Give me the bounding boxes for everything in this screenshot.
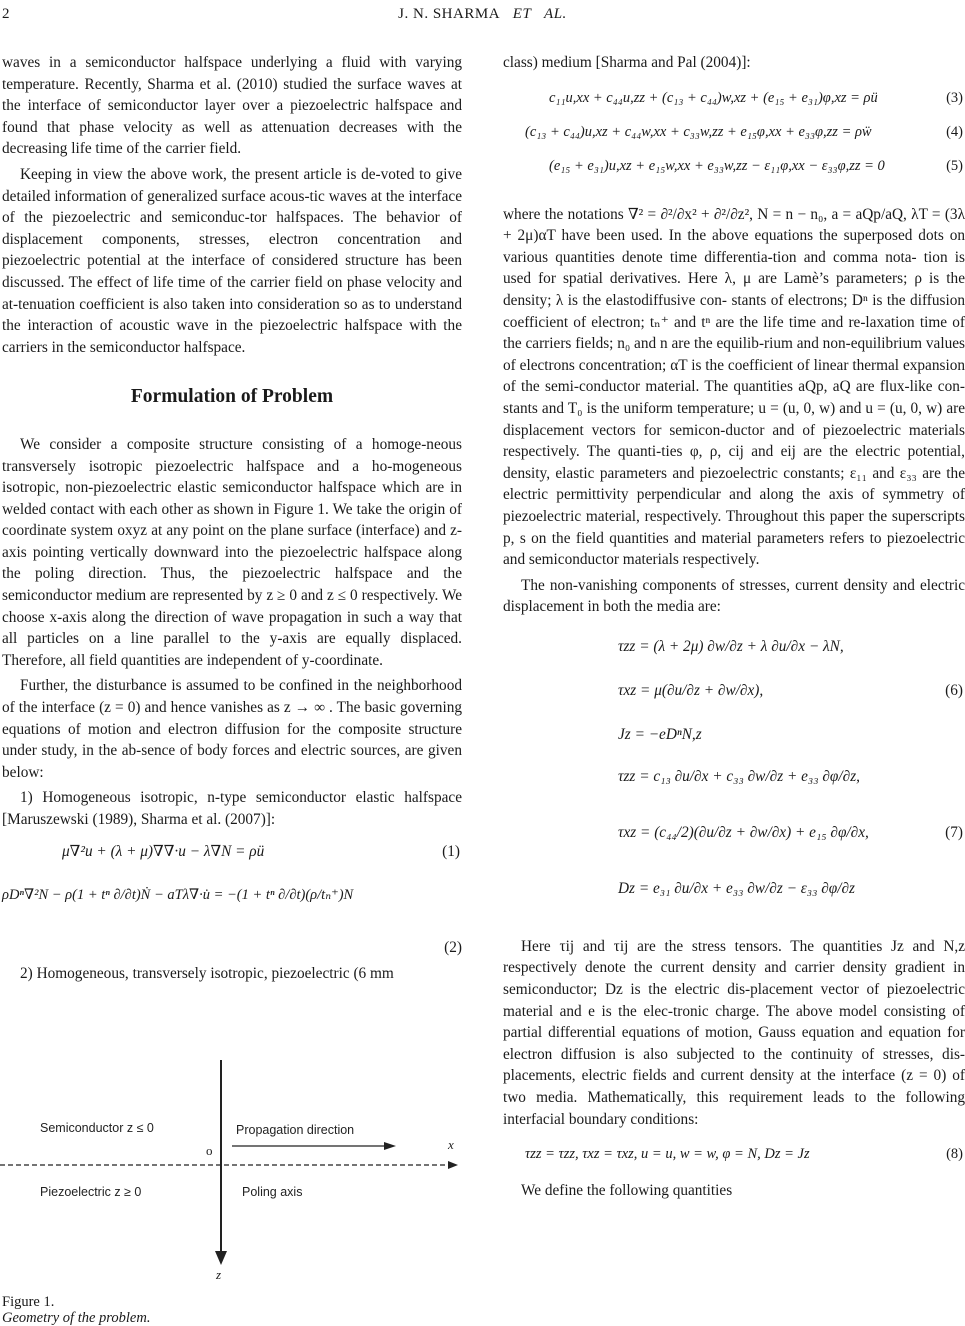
label-z-axis: z bbox=[216, 1267, 222, 1282]
equation-7b: τxz = (c₄₄/2)(∂u/∂z + ∂w/∂x) + e₁₅ ∂φ/∂x, bbox=[618, 823, 869, 841]
label-piezoelectric: Piezoelectric z ≥ 0 bbox=[40, 1185, 142, 1199]
running-head-authors bbox=[0, 6, 965, 23]
figure-geometry bbox=[0, 1055, 462, 1290]
equation-4-number: (4) bbox=[946, 123, 963, 140]
authors-et: ET bbox=[512, 6, 532, 22]
left-paragraph-6: 2) Homogeneous, transversely isotropic, piezoelectric (6 mm bbox=[20, 964, 394, 982]
left-paragraph-3: We consider a composite structure consisting of a homoge-neous transversely isotropic piezoelectric halfspace and a ho-mogeneous isotropic, non-piezoelectric elastic semiconductor halfspace which are in welded contact with each other as shown in Figure 1. We take the origin of coordinate system oxyz at any point on the plane surface (interface) and z-axis pointing vertically downward into the piezoelectric halfspace along the poling direction. Thus, the piezoelectric halfspace and the semiconductor medium are represented by z ≥ 0 and z ≤ 0 respectively. We choose x-axis along the direction of wave propagation in such a way that all particles on a line parallel to the y-axis are equally displaced. Therefore, all field quantities are independent of y-coordinate. bbox=[2, 435, 462, 669]
equation-3 bbox=[549, 88, 965, 122]
equation-8-number: (8) bbox=[946, 1146, 963, 1163]
equation-5 bbox=[549, 156, 965, 204]
x-axis-arrowhead bbox=[448, 1161, 458, 1169]
left-paragraph-2: Keeping in view the above work, the present article is de-voted to give detailed information of generalized surface acous-tic waves at the interface of the piezoelectric and semiconduc-tor halfspaces. The behavior of displacement components, stresses, electron concentration and piezoelectric potential at the interface of considered structure has been discussed. The effect of life time of the carrier field on phase velocity and at-tenuation coefficient is also taken into consideration so as to understand the interaction of acoustic wave in the piezoelectric halfspace with the carriers in the semiconductor halfspace. bbox=[2, 165, 462, 356]
figure-caption-title: Figure 1. bbox=[2, 1294, 55, 1310]
equation-7-number: (7) bbox=[945, 823, 963, 841]
equation-5-number: (5) bbox=[946, 157, 963, 174]
right-paragraph-4: Here τij and τij are the stress tensors. The quantities Jz and N,z respectively denote the current density and carrier density gradient in semiconductor; Dz is the electric dis-placement vector of piezoelectric material and e is the elec-tronic charge. The above model consisting of partial differential equations of motion, Gauss equation and equation for electron diffusion is also subjected to the continuity of stresses, dis-placements, electric fields and current density at the interface (z = 0) of two media. Mathematically, this requirement leads to the following interfacial boundary conditions: bbox=[503, 937, 965, 1128]
equation-6-number: (6) bbox=[945, 681, 963, 699]
equation-3-body: c₁₁u,xx + c₄₄u,zz + (c₁₃ + c₄₄)w,xz + (e₁₅ + e₃₁)φ,xz = ρü bbox=[549, 89, 878, 106]
left-column bbox=[2, 52, 462, 984]
propagation-arrowhead bbox=[384, 1142, 396, 1150]
figure-diagram bbox=[0, 1055, 462, 1290]
equation-1-number: (1) bbox=[442, 842, 460, 860]
equation-2 bbox=[2, 885, 462, 937]
equation-4-body: (c₁₃ + c₄₄)u,xz + c₄₄w,xx + c₃₃w,zz + e₁₅φ,xx + e₃₃φ,zz = ρẅ bbox=[525, 123, 872, 140]
right-paragraph-2: where the notations ∇² = ∂²/∂x² + ∂²/∂z², N = n − n₀, a = aQp/aQ, λT = (3λ + 2μ)αT have been used. In the above equations the superposed dots on various quantities denote time differentia-tion and comma nota- tion is used for spatial derivatives. Here λ, μ are Lamè’s parameters; ρ is the density; λ is the elastodiffusive con- stants of electrons; Dⁿ is the diffusion coefficient of electron; tₙ⁺ and tⁿ are the life time and re-laxation time of the carriers fields; n₀ and n are the equilib-rium and non-equilibrium values of electrons concentration; αT is the coefficient of linear thermal expansion of the semi-conductor material. The quantities aQp, aQ are flux-like con-stants and T₀ is the uniform temperature; u = (u, 0, w) and u = (u, 0, w) are displacement vectors for semicon-ductor and of piezoelectric materials respectively. The quanti-ties φ, ρ, cij and eij are the electric potential, density, elastic parameters and piezoelectric constants; ε₁₁ and ε₃₃ are the electric permittivity perpendicular and along the axis of symmetry of piezoelectric material, respectively. Throughout this paper the superscripts p, s on the field quantities and material parameters refers to piezoelectric and semiconductor materials respectively. bbox=[503, 205, 965, 569]
equation-3-number: (3) bbox=[946, 89, 963, 106]
equation-1 bbox=[62, 841, 462, 871]
running-head bbox=[0, 6, 965, 28]
left-paragraph-4: Further, the disturbance is assumed to be confined in the neighborhood of the interface (z = 0) and hence vanishes as z → ∞ . The basic governing equations of motion and electron diffusion for the composite structure under study, in the ab-sence of body forces and electric sources, are given below: bbox=[2, 677, 462, 781]
equation-6b: τxz = μ(∂u/∂z + ∂w/∂x), bbox=[618, 681, 764, 699]
z-axis-arrowhead bbox=[215, 1251, 227, 1265]
equation-7c: Dz = e₃₁ ∂u/∂x + e₃₃ ∂w/∂z − ε₃₃ ∂φ/∂z bbox=[618, 879, 856, 897]
equation-6 bbox=[618, 636, 965, 754]
equation-2-body: ρDⁿ∇²N − ρ(1 + tⁿ ∂/∂t)Ṅ − aTλ∇·u̇ = −(1 + tⁿ ∂/∂t)(ρ/tₙ⁺)N bbox=[2, 886, 354, 903]
section-title: Formulation of Problem bbox=[130, 386, 334, 408]
authors-al: AL. bbox=[544, 6, 567, 22]
right-paragraph-3: The non-vanishing components of stresses, current density and electric displacement in both the media are: bbox=[503, 576, 965, 616]
left-paragraph-1: waves in a semiconductor halfspace underlying a fluid with varying temperature. Recently, Sharma et al. (2010) studied the surface waves at the interface of semiconductor layer over a piezoelectric halfspace and found that phase velocity as well as attenuation decreases with the decreasing life time of the carrier field. bbox=[2, 54, 462, 158]
right-paragraph-5: We define the following quantities bbox=[521, 1182, 733, 1200]
left-paragraph-5: 1) Homogeneous isotropic, n-type semiconductor elastic halfspace [Maruszewski (1989), Sharma et al. (2007)]: bbox=[2, 789, 462, 828]
equation-2-number-row bbox=[2, 937, 462, 959]
equation-2-number: (2) bbox=[444, 938, 462, 956]
equation-8-body: τzz = τzz, τxz = τxz, u = u, w = w, φ = N, Dz = Jz bbox=[525, 1146, 810, 1163]
page-number: 2 bbox=[2, 6, 10, 22]
label-semiconductor: Semiconductor z ≤ 0 bbox=[40, 1121, 154, 1135]
equation-7 bbox=[618, 766, 965, 926]
label-origin: o bbox=[206, 1143, 213, 1158]
label-poling-axis: Poling axis bbox=[242, 1185, 303, 1199]
label-propagation-direction: Propagation direction bbox=[236, 1123, 355, 1137]
authors-prefix: J. N. SHARMA bbox=[398, 6, 501, 22]
equation-6a: τzz = (λ + 2μ) ∂w/∂z + λ ∂u/∂x − λN, bbox=[618, 637, 844, 655]
equation-1-body: μ∇²u + (λ + μ)∇∇·u − λ∇N = ρü bbox=[62, 842, 265, 860]
label-x-axis: x bbox=[448, 1137, 454, 1152]
equation-4 bbox=[525, 122, 965, 156]
equation-5-body: (e₁₅ + e₃₁)u,xz + e₁₅w,xx + e₃₃w,zz − ε₁₁φ,xx − ε₃₃φ,zz = 0 bbox=[549, 157, 885, 174]
figure-caption-text: Geometry of the problem. bbox=[2, 1310, 151, 1326]
equation-8 bbox=[525, 1144, 965, 1180]
equation-6c: Jz = −eDⁿN,z bbox=[618, 725, 702, 743]
equation-7a: τzz = c₁₃ ∂u/∂x + c₃₃ ∂w/∂z + e₃₃ ∂φ/∂z, bbox=[618, 767, 860, 785]
right-column bbox=[503, 52, 965, 1202]
right-paragraph-1: class) medium [Sharma and Pal (2004)]: bbox=[503, 54, 751, 71]
